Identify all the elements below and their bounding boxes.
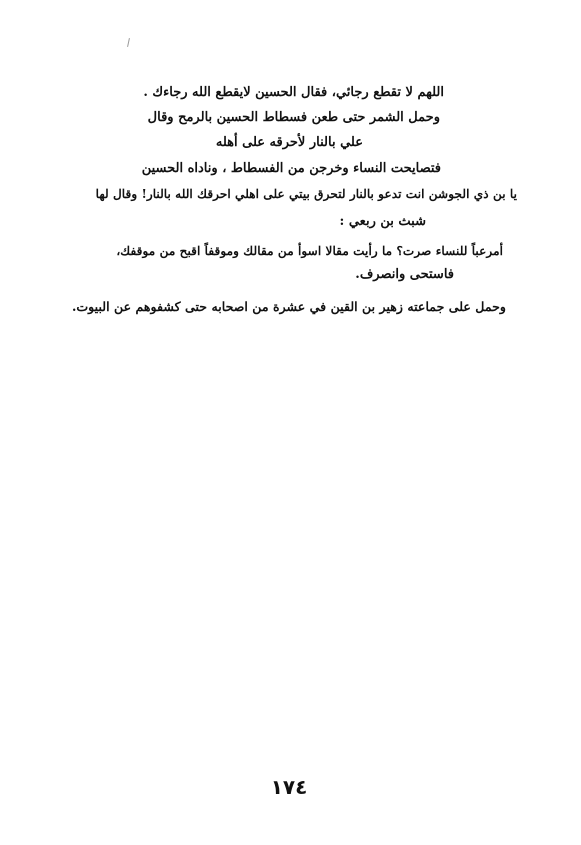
- text-line-5: يا بن ذي الجوشن انت تدعو بالنار لتحرق بيتي على اهلي احرقك الله بالنار! وقال لها: [95, 187, 517, 201]
- text-line-7: أمرعباً للنساء صرت؟ ما رأيت مقالا اسوأ من مقالك وموقفاً اقبح من موقفك،: [116, 244, 503, 258]
- stray-pen-mark: [127, 38, 130, 47]
- text-line-1: اللهم لا تقطع رجائي، فقال الحسين لايقطع الله رجاءك .: [143, 85, 444, 100]
- text-line-9: وحمل على جماعته زهير بن القين في عشرة من اصحابه حتى كشفوهم عن البيوت.: [71, 299, 506, 314]
- text-line-4: فتصايحت النساء وخرجن من الفسطاط ، وناداه الحسين: [141, 161, 441, 176]
- text-line-3: علي بالنار لأحرقه على أهله: [215, 135, 363, 150]
- page-number: ١٧٤: [270, 775, 308, 799]
- text-line-2: وحمل الشمر حتى طعن فسطاط الحسين بالرمح وقال: [147, 110, 440, 125]
- text-line-6: شبث بن ربعي :: [339, 214, 426, 229]
- text-line-8: فاستحى وانصرف.: [355, 267, 454, 282]
